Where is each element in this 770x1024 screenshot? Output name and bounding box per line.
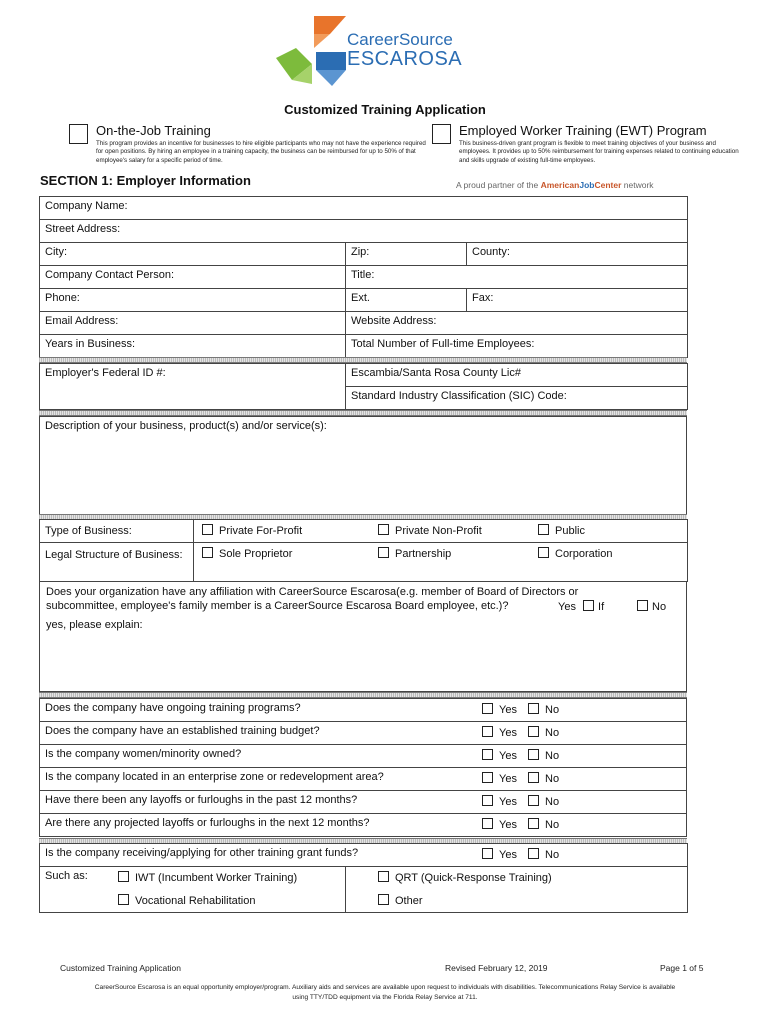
checkbox[interactable] [378,894,389,905]
option-private-non-profit[interactable]: Private Non-Profit [378,524,482,537]
option-vocational-rehabilitation[interactable]: Vocational Rehabilitation [118,894,255,907]
footer-doc-name: Customized Training Application [60,963,181,973]
checkbox[interactable] [538,547,549,558]
title-field[interactable]: Title: [346,266,688,289]
option-other[interactable]: Other [378,894,423,907]
checkbox[interactable] [538,524,549,535]
business-description-field[interactable]: Description of your business, product(s) and/or service(s): [40,417,687,515]
checkbox[interactable] [378,547,389,558]
checkbox[interactable] [528,749,539,760]
checkbox[interactable] [637,600,648,611]
question-row: Is the company women/minority owned? [40,745,687,768]
employees-count-field[interactable]: Total Number of Full-time Employees: [346,335,688,358]
checkbox[interactable] [482,795,493,806]
grant-question: Is the company receiving/applying for other training grant funds? [40,844,688,867]
no-option[interactable]: No [528,818,559,831]
grant-no-option[interactable]: No [528,848,559,861]
affiliation-question-line2: subcommittee, employee's family member is a CareerSource Escarosa Board employee, etc.)? [46,600,509,612]
email-field[interactable]: Email Address: [40,312,346,335]
question-row: Is the company located in an enterprise zone or redevelopment area? [40,768,687,791]
affiliation-question-line3: yes, please explain: [46,619,143,631]
checkbox[interactable] [482,749,493,760]
contact-person-field[interactable]: Company Contact Person: [40,266,346,289]
county-field[interactable]: County: [467,243,688,266]
logo-careersource-text: CareerSource [347,30,453,49]
city-field[interactable]: City: [40,243,346,266]
affiliation-yes-option[interactable]: Yes If [558,601,605,613]
option-private-for-profit[interactable]: Private For-Profit [202,524,302,537]
no-option[interactable]: No [528,772,559,785]
fax-field[interactable]: Fax: [467,289,688,312]
option-sole-proprietor[interactable]: Sole Proprietor [202,547,292,560]
option-iwt[interactable]: IWT (Incumbent Worker Training) [118,871,297,884]
question-row: Does the company have ongoing training programs? [40,699,687,722]
footer-equal-opportunity-note: CareerSource Escarosa is an equal opportunity employer/program. Auxiliary aids and services are available upon request to individuals with disabilities. Telecommunications Relay Service is available using TTY/TDD equipment via the Florida Relay Service at 711. [94,984,676,1001]
footer-page-number: Page 1 of 5 [660,963,704,973]
checkbox[interactable] [528,772,539,783]
ojt-description: This program provides an incentive for businesses to hire eligible participants who may not have the experience required for open positions. By hiring an employee in a training capacity, the business can be reimbursed for up to 50% of that employee's salary for a specific period of time. [96,140,426,164]
phone-field[interactable]: Phone: [40,289,346,312]
document-title: Customized Training Application [284,102,486,117]
grant-yes-option[interactable]: Yes [482,848,517,861]
federal-id-field[interactable]: Employer's Federal ID #: [40,364,346,410]
checkbox[interactable] [202,524,213,535]
years-in-business-field[interactable]: Years in Business: [40,335,346,358]
such-as-label: Such as: [40,867,346,913]
checkbox[interactable] [482,703,493,714]
checkbox[interactable] [482,818,493,829]
business-type-label: Type of Business: [40,520,194,543]
legal-structure-label: Legal Structure of Business: [40,543,194,582]
ewt-description: This business-driven grant program is flexible to meet training objectives of your business and employees. It provides up to 50% reimbursement for training expenses related to continuing education and skills upgrade of existing full-time employees. [459,140,739,164]
affiliation-field[interactable] [40,582,687,692]
ext-field[interactable]: Ext. [346,289,467,312]
checkbox[interactable] [118,871,129,882]
street-address-field[interactable]: Street Address: [40,220,688,243]
section-1-title: SECTION 1: Employer Information [40,173,251,188]
affiliation-no-option[interactable]: No [637,600,666,613]
checkbox[interactable] [528,795,539,806]
option-corporation[interactable]: Corporation [538,547,612,560]
sic-code-field[interactable]: Standard Industry Classification (SIC) Code: [346,387,688,410]
yes-no-questions-table [39,698,687,837]
ajc-partner-tagline: A proud partner of the AmericanJobCenter network [456,180,654,190]
checkbox[interactable] [378,871,389,882]
id-table [39,363,688,410]
yes-option[interactable]: Yes [482,749,517,762]
ojt-title: On-the-Job Training [96,123,211,138]
no-option[interactable]: No [528,749,559,762]
checkbox[interactable] [528,703,539,714]
ojt-checkbox[interactable] [69,124,88,144]
yes-option[interactable]: Yes [482,726,517,739]
affiliation-question-line1: Does your organization have any affiliation with CareerSource Escarosa(e.g. member of Board of Directors or [46,586,579,598]
ewt-title: Employed Worker Training (EWT) Program [459,123,707,138]
no-option[interactable]: No [528,726,559,739]
footer-revision-date: Revised February 12, 2019 [445,963,548,973]
company-name-field[interactable]: Company Name: [40,197,688,220]
question-row: Does the company have an established training budget? [40,722,687,745]
yes-option[interactable]: Yes [482,772,517,785]
logo-escarosa-text: ESCAROSA [347,48,463,70]
description-table [39,416,687,515]
checkbox[interactable] [482,772,493,783]
option-public[interactable]: Public [538,524,585,537]
no-option[interactable]: No [528,795,559,808]
checkbox[interactable] [202,547,213,558]
checkbox[interactable] [118,894,129,905]
county-license-field[interactable]: Escambia/Santa Rosa County Lic# [346,364,688,387]
employer-info-table [39,196,688,358]
checkbox[interactable] [482,848,493,859]
checkbox[interactable] [378,524,389,535]
checkbox[interactable] [528,726,539,737]
question-row: Have there been any layoffs or furloughs in the past 12 months? [40,791,687,814]
yes-option[interactable]: Yes [482,703,517,716]
yes-option[interactable]: Yes [482,795,517,808]
checkbox[interactable] [528,818,539,829]
question-row: Are there any projected layoffs or furloughs in the next 12 months? [40,814,687,837]
ewt-checkbox[interactable] [432,124,451,144]
option-qrt[interactable]: QRT (Quick-Response Training) [378,871,552,884]
no-option[interactable]: No [528,703,559,716]
checkbox[interactable] [528,848,539,859]
zip-field[interactable]: Zip: [346,243,467,266]
checkbox[interactable] [583,600,594,611]
checkbox[interactable] [482,726,493,737]
yes-option[interactable]: Yes [482,818,517,831]
website-field[interactable]: Website Address: [346,312,688,335]
option-partnership[interactable]: Partnership [378,547,451,560]
